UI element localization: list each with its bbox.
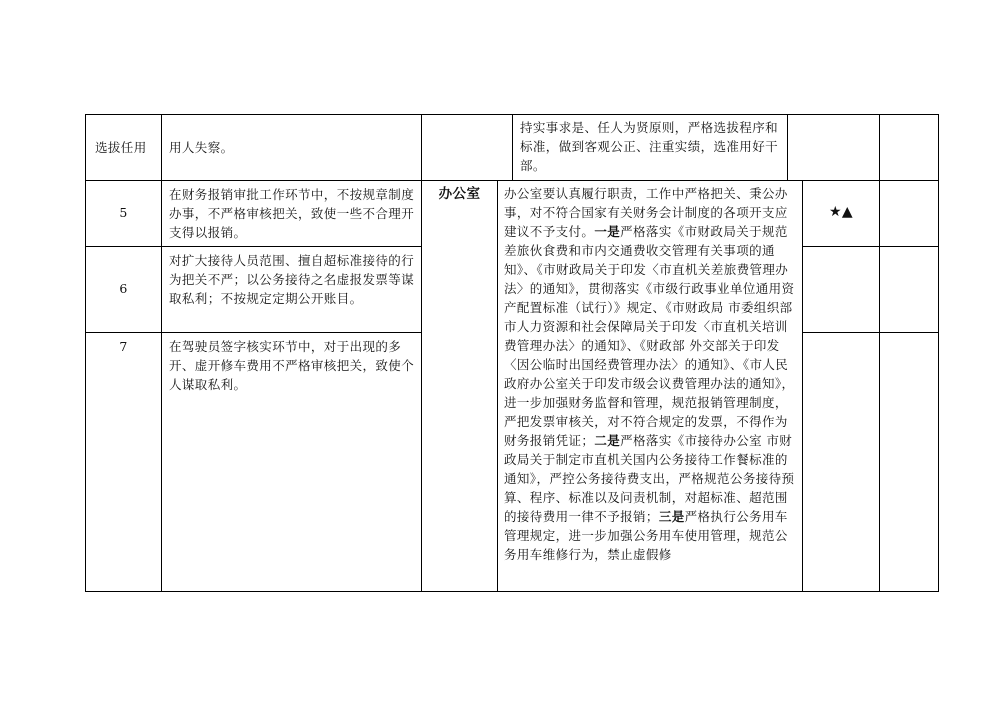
row-number: 5 bbox=[119, 205, 128, 220]
row-number: 6 bbox=[119, 281, 128, 296]
risk-level-cell: ★▲ bbox=[828, 204, 854, 220]
row-divider bbox=[802, 332, 939, 333]
category-cell: 选拔任用 bbox=[95, 140, 147, 155]
risk-cell: 用人失察。 bbox=[169, 140, 234, 155]
col-divider bbox=[787, 114, 788, 181]
risk-cell: 在财务报销审批工作环节中，不按规章制度办事，不严格审核把关，致使一些不合理开支得以报销。 bbox=[169, 187, 415, 240]
measure-text bbox=[504, 184, 797, 590]
row-number: 7 bbox=[119, 339, 128, 354]
risk-cell: 对扩大接待人员范围、擅自超标准接待的行为把关不严；以公务接待之名虚报发票等谋取私利；不按规定定期公开账目。 bbox=[169, 253, 415, 306]
col-divider bbox=[879, 114, 880, 592]
measure-cell: 持实事求是、任人为贤原则，严格选拔程序和标准，做到客观公正、注重实绩，选准用好干部。 bbox=[520, 120, 779, 173]
point-label: 一是 bbox=[594, 224, 621, 239]
col-divider bbox=[512, 114, 513, 181]
col-divider bbox=[161, 114, 162, 592]
row-divider bbox=[802, 246, 939, 247]
measure-intro: 办公室要认真履行职责，工作中严格把关、秉公办事，对不符合国家有关财务会计制度的各项开支应建议不予支付。 bbox=[504, 186, 788, 239]
col-divider bbox=[802, 180, 803, 592]
col-divider bbox=[497, 180, 498, 592]
point-label: 三是 bbox=[658, 509, 685, 524]
table-bottom-border bbox=[85, 591, 939, 592]
row-divider bbox=[85, 246, 422, 247]
point-label: 二是 bbox=[594, 433, 621, 448]
point-text: 严格落实《市财政局关于规范差旅伙食费和市内交通费收交管理有关事项的通知》、《市财政局关于印发〈市直机关差旅费管理办法〉的通知》，贯彻落实《市级行政事业单位通用资产配置标准（试行）》规定、《市财政局 市委组织部 市人力资源和社会保障局关于印发〈市直机关培训费管理办法〉的通知》、《财政部 外交部关于印发〈因公临时出国经费管理办法〉的通知》、《市人民政府办公室关于印发市级会议费管理办法的通知》，进一步加强财务监督和管理，规范报销管理制度，严把发票审核关，对不符合规定的发票，不得作为财务报销凭证； bbox=[504, 224, 795, 448]
table-right-border bbox=[938, 114, 939, 592]
row-divider bbox=[85, 332, 422, 333]
risk-cell: 在驾驶员签字核实环节中，对于出现的多开、虚开修车费用不严格审核把关，致使个人谋取私利。 bbox=[169, 339, 415, 392]
department-cell: 办公室 bbox=[438, 186, 481, 202]
point-text: 严格执行公务用车管理规定，进一步加强公务用车使用管理，规范公务用车维修行为，禁止虚假修 bbox=[504, 509, 788, 562]
point-text: 严格落实《市接待办公室 市财政局关于制定市直机关国内公务接待工作餐标准的通知》，严控公务接待费支出，严格规范公务接待预算、程序、标准以及问责机制，对超标准、超范围的接待费用一律不予报销； bbox=[504, 433, 795, 524]
